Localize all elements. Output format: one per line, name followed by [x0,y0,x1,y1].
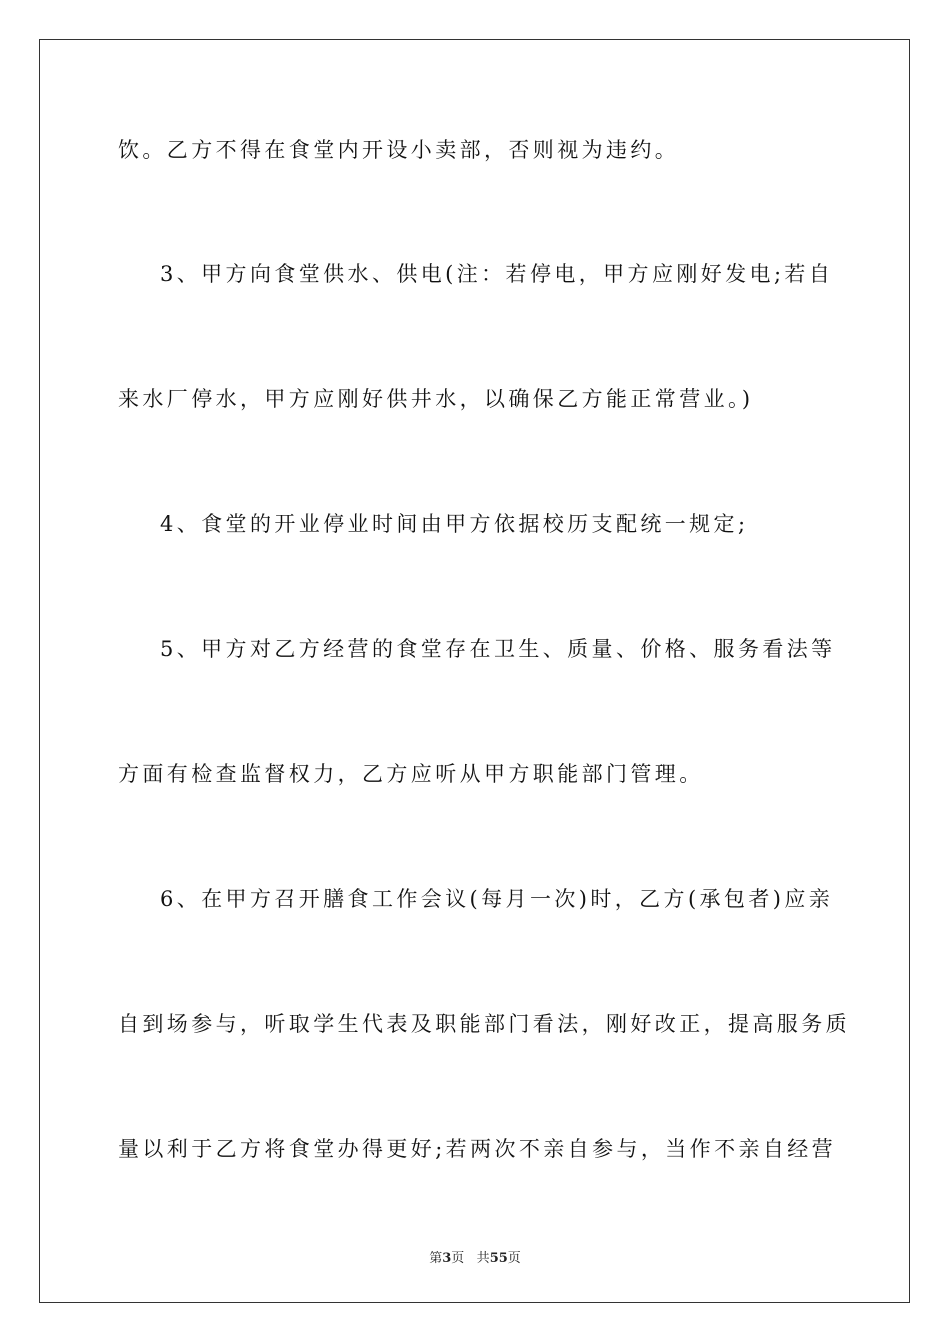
total-page-count: 55 [489,1251,508,1266]
footer-total-suffix: 页 [507,1251,521,1266]
current-page-number: 3 [442,1251,452,1266]
clause-5-line-1: 5、甲方对乙方经营的食堂存在卫生、质量、价格、服务看法等 [160,637,836,661]
clause-6-line-2: 自到场参与，听取学生代表及职能部门看法，刚好改正，提高服务质 [118,1012,850,1036]
clause-5-line-2: 方面有检查监督权力，乙方应听从甲方职能部门管理。 [118,762,704,786]
footer-prefix: 第 [429,1251,443,1266]
clause-3-line-1: 3、甲方向食堂供水、供电(注：若停电，甲方应刚好发电;若自 [160,262,834,286]
page-footer [0,1247,950,1266]
clause-6-line-3: 量以利于乙方将食堂办得更好;若两次不亲自参与，当作不亲自经营 [118,1137,837,1161]
clause-4-line: 4、食堂的开业停业时间由甲方依据校历支配统一规定; [160,512,749,536]
body-text-line: 饮。乙方不得在食堂内开设小卖部，否则视为违约。 [118,138,680,162]
footer-page-suffix: 页 [451,1251,465,1266]
footer-total-prefix: 共 [476,1251,490,1266]
page-border [39,39,910,1303]
clause-3-line-2: 来水厂停水，甲方应刚好供井水，以确保乙方能正常营业。) [118,387,754,411]
clause-6-line-1: 6、在甲方召开膳食工作会议(每月一次)时，乙方(承包者)应亲 [160,887,834,911]
